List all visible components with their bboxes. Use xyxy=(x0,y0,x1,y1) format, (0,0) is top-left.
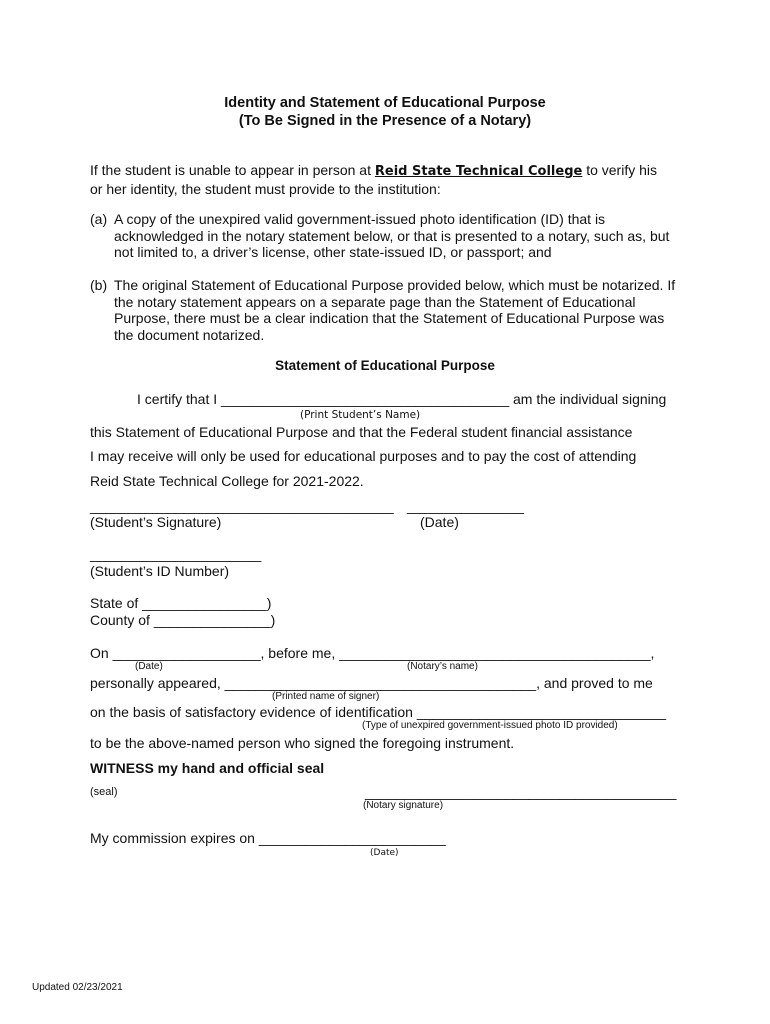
signature-date-label: (Date) xyxy=(420,514,459,530)
certify-line-4: Reid State Technical College for 2021-2022. xyxy=(90,473,364,489)
student-id-line[interactable]: ______________________ xyxy=(90,546,262,562)
student-id-label: (Student’s ID Number) xyxy=(90,563,230,579)
list-item-line: the notary statement appears on a separate page than the Statement of Educational xyxy=(114,293,636,310)
witness-heading: WITNESS my hand and official seal xyxy=(90,760,325,776)
document-subtitle: (To Be Signed in the Presence of a Notary) xyxy=(238,113,532,129)
list-item-line: Purpose, there must be a clear indication that the Statement of Educational Purpose was xyxy=(114,310,665,326)
list-item-label: (b) xyxy=(90,277,108,293)
notary-signature-line[interactable]: ________________________________________ xyxy=(365,784,677,800)
seal-label: (seal) xyxy=(90,786,118,798)
list-item-line: The original Statement of Educational Purpose provided below, which must be notarized. If xyxy=(114,277,676,293)
section-heading: Statement of Educational Purpose xyxy=(275,358,495,373)
identification-basis-line[interactable]: on the basis of satisfactory evidence of identification ________________________________ xyxy=(90,704,667,720)
intro-line-2: or her identity, the student must provide to the institution: xyxy=(90,180,441,197)
certify-line-3: I may receive will only be used for educational purposes and to pay the cost of attending xyxy=(90,448,637,464)
list-item-line: A copy of the unexpired valid government-issued photo identification (ID) that is xyxy=(114,211,606,227)
list-item-line: acknowledged in the notary statement below, or that is presented to a notary, such as, but xyxy=(114,227,670,244)
print-name-label: (Print Student’s Name) xyxy=(300,409,421,421)
document-title: Identity and Statement of Educational Purpose xyxy=(224,95,546,111)
personally-appeared-line[interactable]: personally appeared, ________________________________________, and proved to me xyxy=(90,675,653,691)
commission-date-label: (Date) xyxy=(370,848,399,858)
student-signature-line[interactable]: _______________________________________ xyxy=(90,498,394,514)
updated-date-footer: Updated 02/23/2021 xyxy=(32,982,123,993)
printed-name-label: (Printed name of signer) xyxy=(272,691,380,702)
state-line[interactable]: State of ________________) xyxy=(90,595,272,611)
certify-line-1: I certify that I _____________________________________ am the individual signing xyxy=(137,391,667,407)
signature-date-line[interactable]: _______________ xyxy=(407,498,524,514)
intro-paragraph xyxy=(90,162,657,197)
commission-expires-line[interactable]: My commission expires on ________________________ xyxy=(90,830,446,846)
notary-name-label: (Notary’s name) xyxy=(407,661,478,672)
notary-on-line[interactable]: On ___________________, before me, ________________________________________, xyxy=(90,645,655,661)
notary-signature-label: (Notary signature) xyxy=(363,800,444,811)
list-item-label: (a) xyxy=(90,211,108,227)
notary-date-label: (Date) xyxy=(135,661,163,672)
certify-line-2: this Statement of Educational Purpose and that the Federal student financial assistance xyxy=(90,424,633,440)
college-name: Reid State Technical College xyxy=(374,164,583,179)
list-item-line: the document notarized. xyxy=(114,326,265,343)
intro-text-before: If the student is unable to appear in person at xyxy=(90,162,375,178)
intro-text-after: to verify his xyxy=(582,162,658,178)
student-signature-label: (Student’s Signature) xyxy=(90,514,222,530)
county-line[interactable]: County of _______________) xyxy=(90,612,276,628)
foregoing-instrument-line: to be the above-named person who signed the foregoing instrument. xyxy=(90,735,515,751)
list-item-line: not limited to, a driver’s license, other state-issued ID, or passport; and xyxy=(114,244,552,260)
id-type-label: (Type of unexpired government-issued photo ID provided) xyxy=(362,720,618,731)
